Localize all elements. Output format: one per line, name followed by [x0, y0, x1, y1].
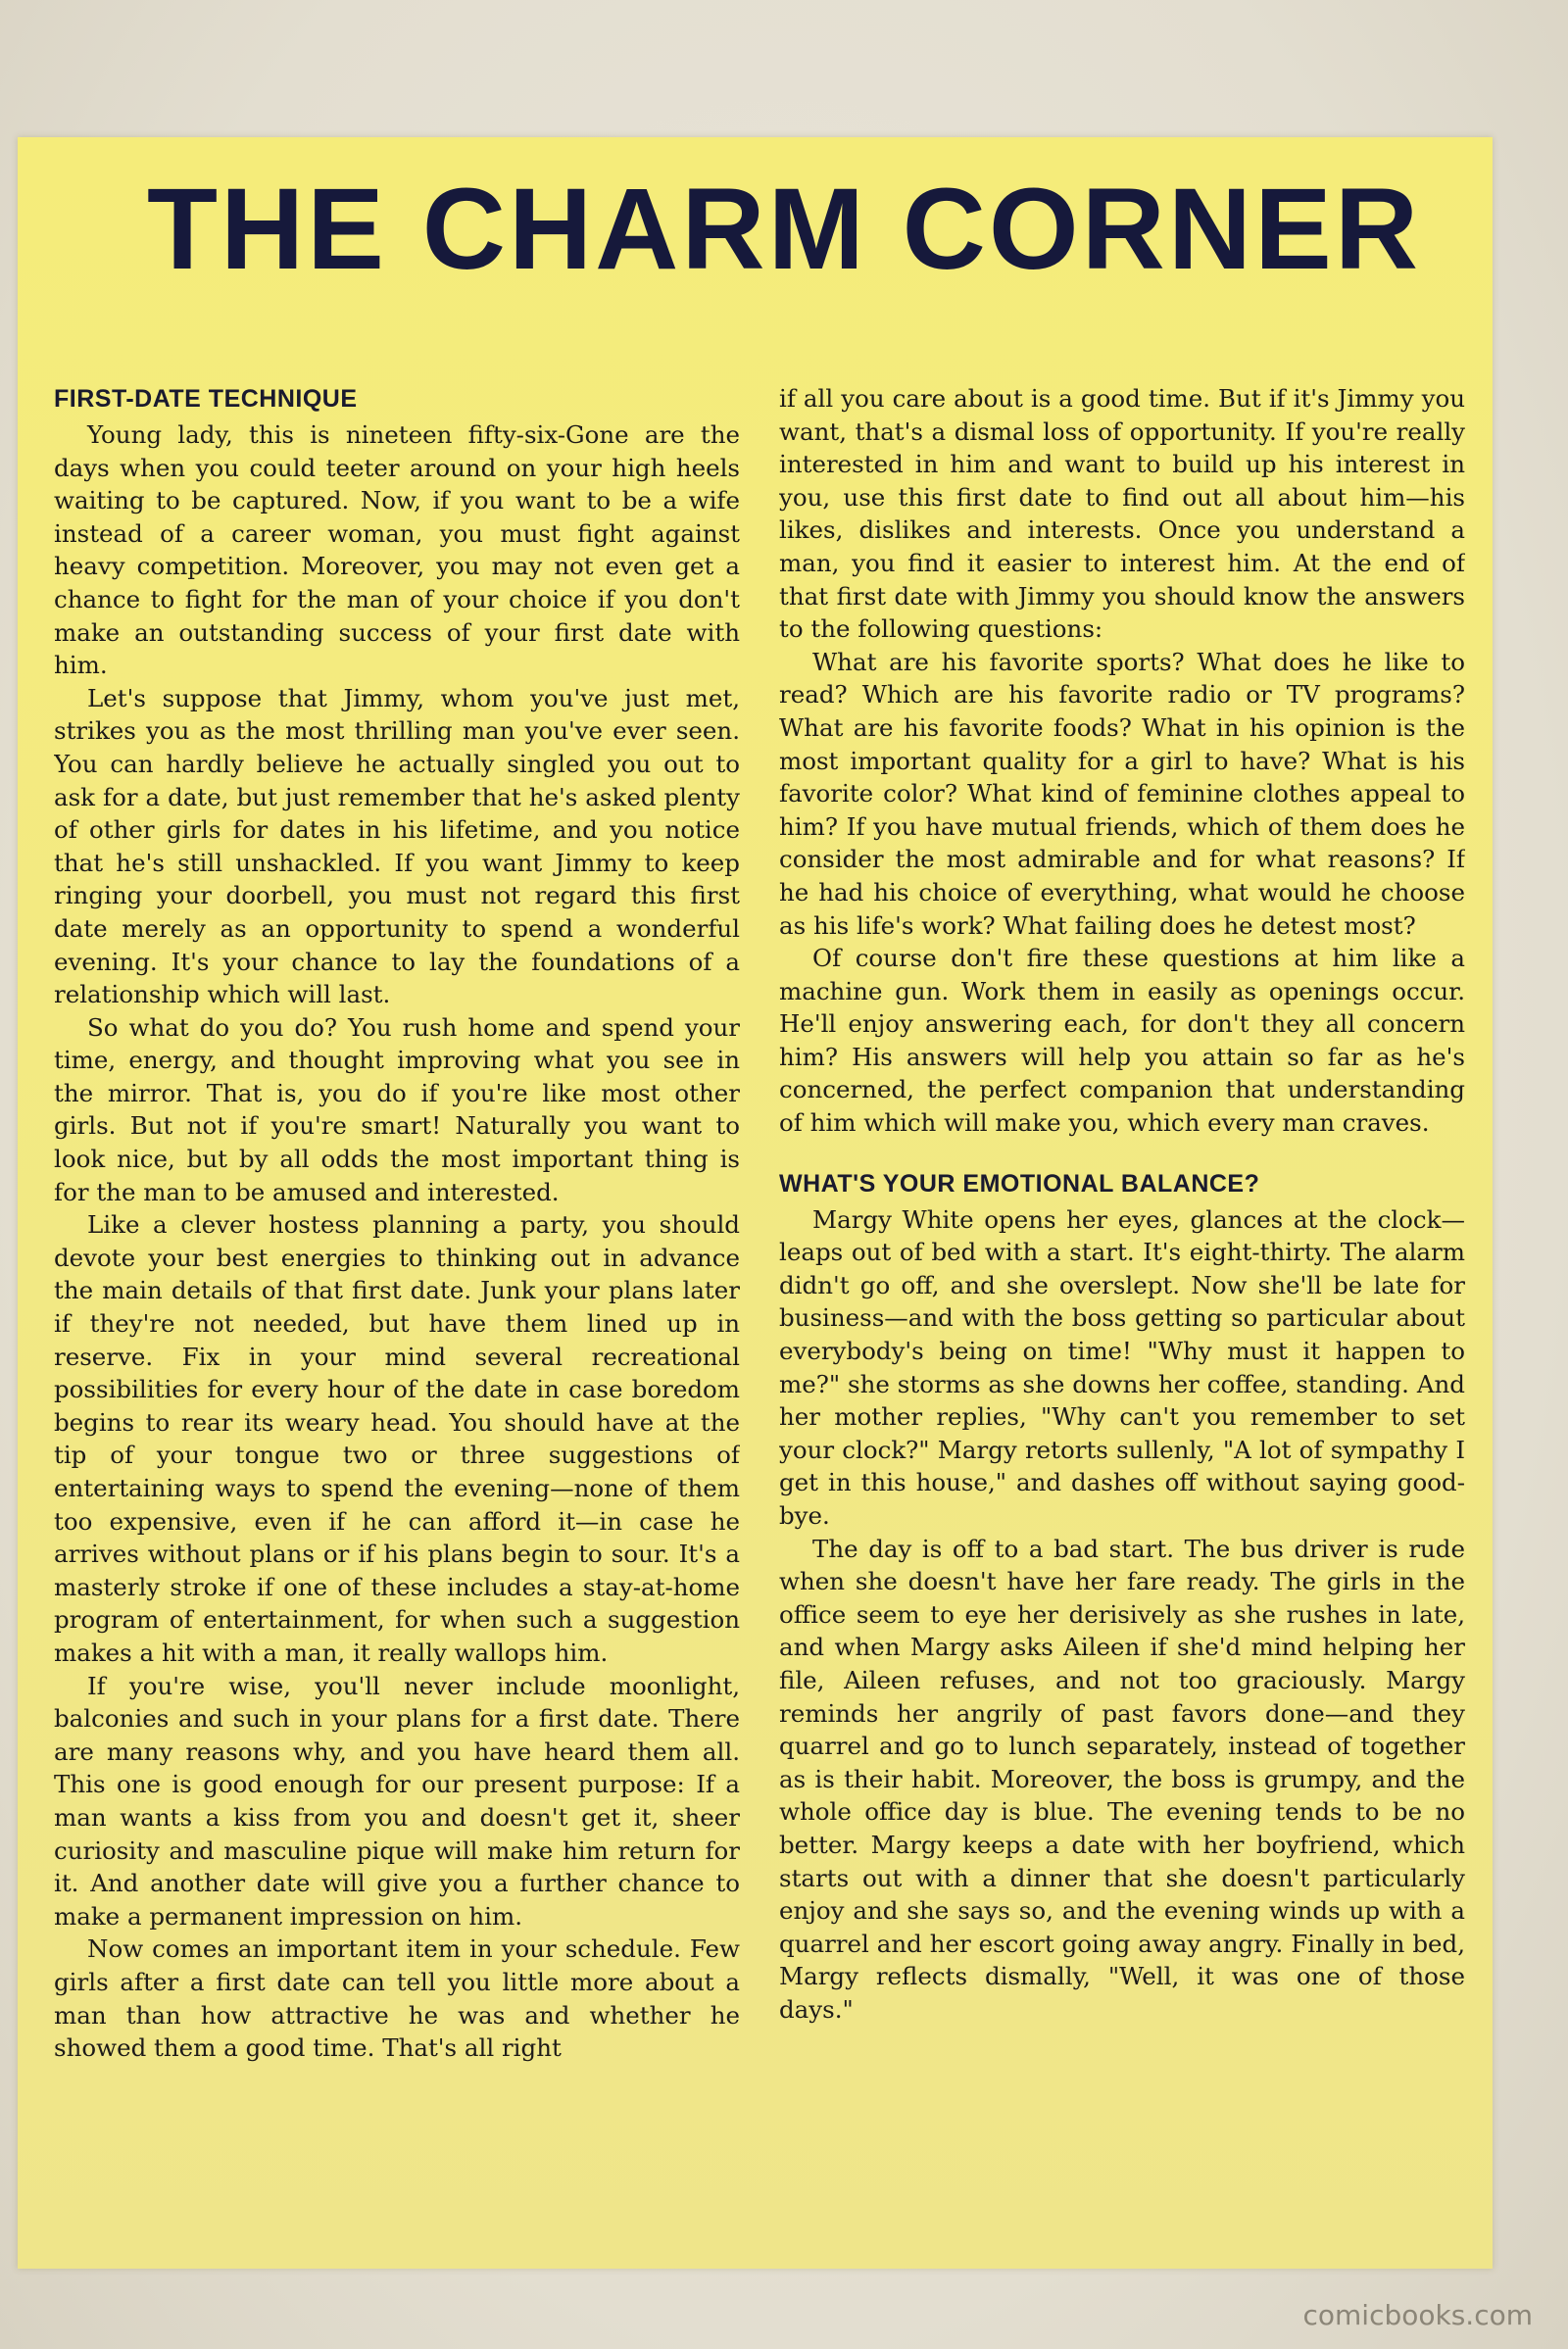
paragraph: Let's suppose that Jimmy, whom you've just met, strikes you as the most thrilling man you've ever seen. You can hardly believe he actually singled you out to ask for a date, but just remember that he's asked plenty of other girls for dates in his lifetime, and you notice that he's still unshackled. If you want Jimmy to keep ringing your doorbell, you must not regard this first date merely as an opportunity to spend a wonderful evening. It's your chance to lay the foundations of a relationship which will last. [54, 683, 740, 1009]
paragraph: Of course don't fire these questions at him like a machine gun. Work them in easily as openings occur. He'll enjoy answering each, for don't they all concern him? His answers will help you attain so far as he's concerned, the perfect companion that understanding of him which will make you, which every man craves. [779, 944, 1465, 1138]
paragraph-continued: if all you care about is a good time. But if it's Jimmy you want, that's a dismal loss of opportunity. If you're really interested in him and want to build up his interest in you, use this first date to find out all about him—his likes, dislikes and interests. Once you understand a man, you find it easier to interest him. At the end of that first date with Jimmy you should know the answers to the following questions: [779, 384, 1465, 644]
paragraph: Like a clever hostess planning a party, you should devote your best energies to thinking out in advance the main details of that first date. Junk your plans later if they're not needed, but have them lined up in reserve. Fix in your mind several recreational possibilities for every hour of the date in case boredom begins to rear its weary head. You should have at the tip of your tongue two or three suggestions of entertaining ways to spend the evening—none of them too expensive, even if he can afford it—in case he arrives without plans or if his plans begin to sour. It's a masterly stroke if one of these includes a stay-at-home program of entertainment, for when such a suggestion makes a hit with a man, it really wallops him. [54, 1210, 740, 1667]
paragraph: Young lady, this is nineteen fifty-six-Gone are the days when you could teeter around on your high heels waiting to be captured. Now, if you want to be a wife instead of a career woman, you must fight against heavy competition. Moreover, you may not even get a chance to fight for the man of your choice if you don't make an outstanding success of your first date with him. [54, 420, 740, 680]
left-column [54, 382, 740, 2234]
paragraph: Margy White opens her eyes, glances at the clock—leaps out of bed with a start. It's eight-thirty. The alarm didn't go off, and she overslept. Now she'll be late for business—and with the boss getting so particular about everybody's being on time! "Why must it happen to me?" she storms as she downs her coffee, standing. And her mother replies, "Why can't you remember to set your clock?" Margy retorts sullenly, "A lot of sympathy I get in this house," and dashes off without saying good-bye. [779, 1204, 1465, 1530]
paragraph: The day is off to a bad start. The bus driver is rude when she doesn't have her fare ready. The girls in the office seem to eye her derisively as she rushes in late, and when Margy asks Aileen if she'd mind helping her file, Aileen refuses, and not too graciously. Margy reminds her angrily of past favors done—and they quarrel and go to lunch separately, instead of together as is their habit. Moreover, the boss is grumpy, and the whole office day is blue. The evening tends to be no better. Margy keeps a date with her boyfriend, which starts out with a dinner that she doesn't particularly enjoy and she says so, and the evening winds up with a quarrel and her escort going away angry. Finally in bed, Margy reflects dismally, "Well, it was one of those days." [779, 1534, 1465, 2024]
paragraph: Now comes an important item in your schedule. Few girls after a first date can tell you little more about a man than how attractive he was and whether he showed them a good time. That's all right [54, 1934, 740, 2063]
page-title: THE CHARM CORNER [146, 165, 1422, 294]
site-watermark: comicbooks.com [1302, 2299, 1533, 2331]
article-heading-emotional-balance: WHAT'S YOUR EMOTIONAL BALANCE? [779, 1169, 1260, 1198]
paragraph: So what do you do? You rush home and spend your time, energy, and thought improving what you see in the mirror. That is, you do if you're like most other girls. But not if you're smart! Naturally you want to look nice, but by all odds the most important thing is for the man to be amused and interested. [54, 1012, 740, 1206]
paragraph: What are his favorite sports? What does he like to read? Which are his favorite radio or TV programs? What are his favorite foods? What in his opinion is the most important quality for a girl to have? What is his favorite color? What kind of feminine clothes appeal to him? If you have mutual friends, which of them does he consider the most admirable and for what reasons? If he had his choice of everything, what would he choose as his life's work? What failing does he detest most? [779, 647, 1465, 940]
paragraph: If you're wise, you'll never include moonlight, balconies and such in your plans for a first date. There are many reasons why, and you have heard them all. This one is good enough for our present purpose: If a man wants a kiss from you and doesn't get it, sheer curiosity and masculine pique will make him return for it. And another date will give you a further chance to make a permanent impression on him. [54, 1671, 740, 1931]
article-heading-first-date: FIRST-DATE TECHNIQUE [54, 385, 358, 413]
right-column [779, 382, 1465, 2234]
